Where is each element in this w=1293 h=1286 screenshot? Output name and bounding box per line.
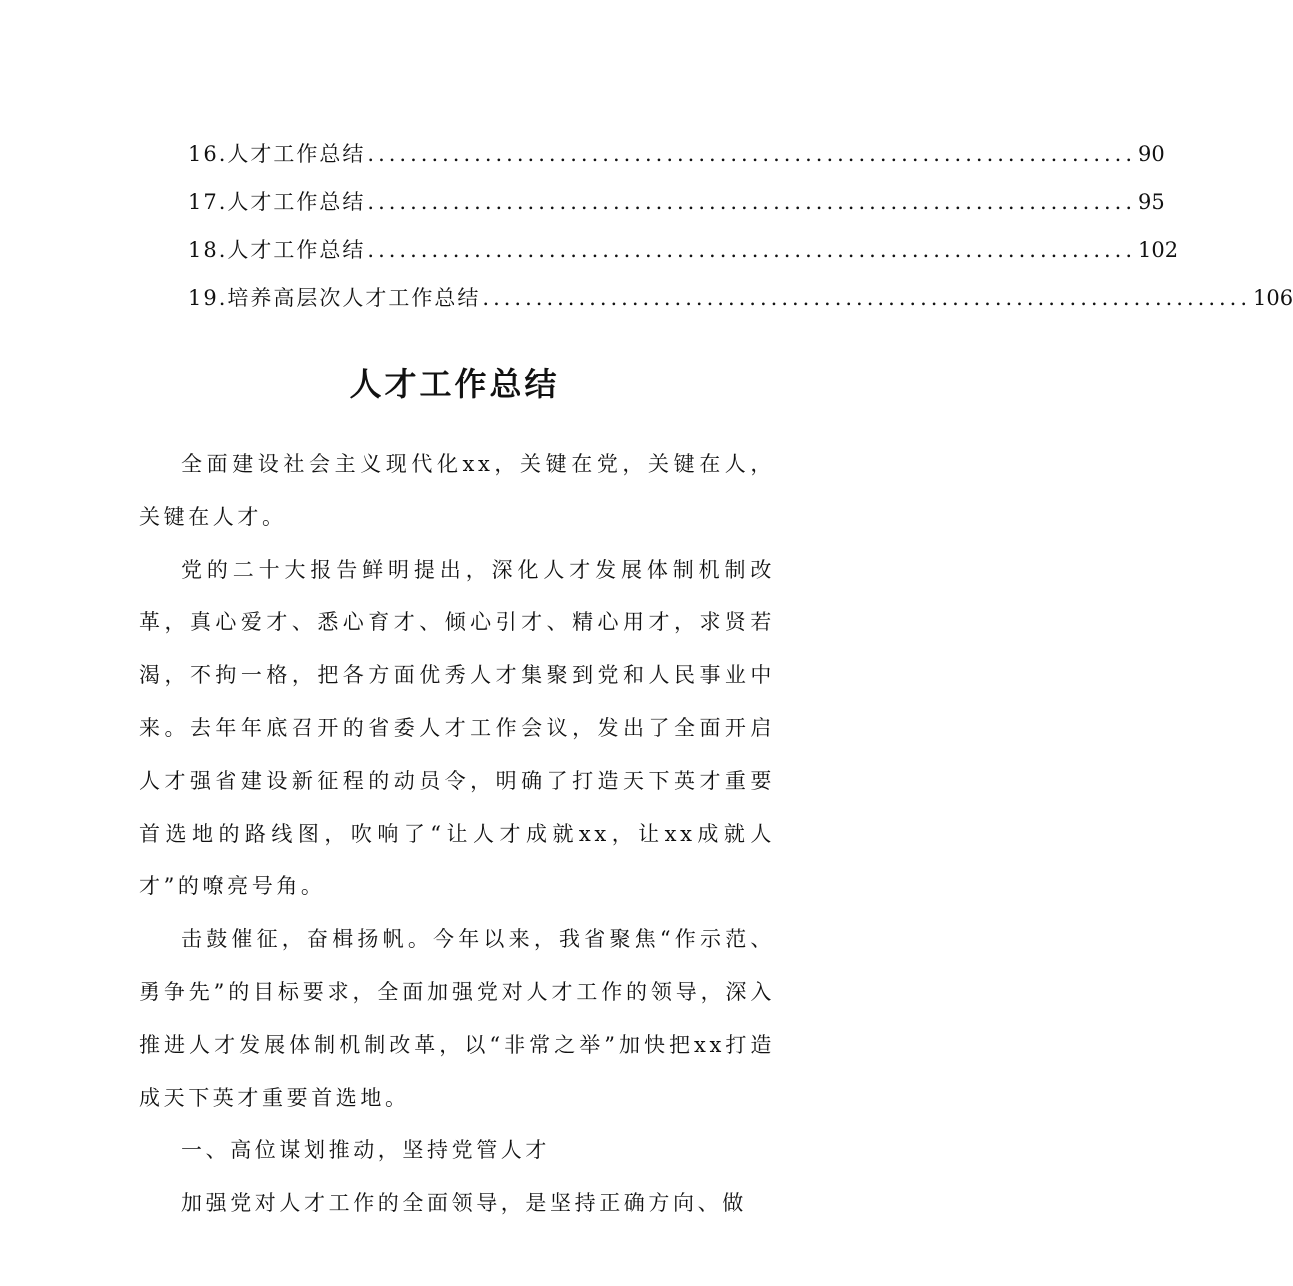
toc-entry-page: 90 <box>1138 142 1165 166</box>
toc-entry-number: 18. <box>188 238 228 262</box>
toc-entry-title: 培养高层次人才工作总结 <box>227 286 481 310</box>
document-body <box>139 438 775 1230</box>
toc-leader-dots: ........................................................................ <box>367 142 1137 166</box>
toc-entry[interactable] <box>188 174 1165 222</box>
toc-entry-page: 95 <box>1138 190 1165 214</box>
document-title: 人才工作总结 <box>349 365 560 403</box>
toc-entry-number: 17. <box>188 190 228 214</box>
toc-entry-title: 人才工作总结 <box>227 190 366 214</box>
section-heading: 一、高位谋划推动，坚持党管人才 <box>181 1138 550 1163</box>
toc-entry[interactable] <box>188 126 1165 174</box>
body-paragraph: 全面建设社会主义现代化xx，关键在党，关键在人，关键在人才。 <box>139 452 775 529</box>
toc-entry-number: 16. <box>188 142 228 166</box>
table-of-contents <box>188 126 1293 318</box>
toc-entry-page: 102 <box>1138 238 1179 262</box>
toc-leader-dots: ........................................................................ <box>482 286 1252 310</box>
body-paragraph: 党的二十大报告鲜明提出，深化人才发展体制机制改革，真心爱才、悉心育才、倾心引才、精心用才，求贤若渴，不拘一格，把各方面优秀人才集聚到党和人民事业中来。去年年底召开的省委人才工作会议，发出了全面开启人才强省建设新征程的动员令，明确了打造天下英才重要首选地的路线图，吹响了“让人才成就xx，让xx成就人才”的嘹亮号角。 <box>139 557 775 899</box>
body-paragraph: 击鼓催征，奋楫扬帆。今年以来，我省聚焦“作示范、勇争先”的目标要求，全面加强党对人才工作的领导，深入推进人才发展体制机制改革，以“非常之举”加快把xx打造成天下英才重要首选地。 <box>139 927 775 1110</box>
toc-entry-title: 人才工作总结 <box>227 238 366 262</box>
toc-entry[interactable] <box>188 222 1179 270</box>
toc-entry-number: 19. <box>188 286 228 310</box>
toc-entry[interactable] <box>188 270 1293 318</box>
body-paragraph: 加强党对人才工作的全面领导，是坚持正确方向、做 <box>181 1191 747 1216</box>
toc-entry-title: 人才工作总结 <box>227 142 366 166</box>
toc-leader-dots: ........................................................................ <box>367 238 1137 262</box>
toc-leader-dots: ........................................................................ <box>367 190 1137 214</box>
toc-entry-page: 106 <box>1253 286 1293 310</box>
